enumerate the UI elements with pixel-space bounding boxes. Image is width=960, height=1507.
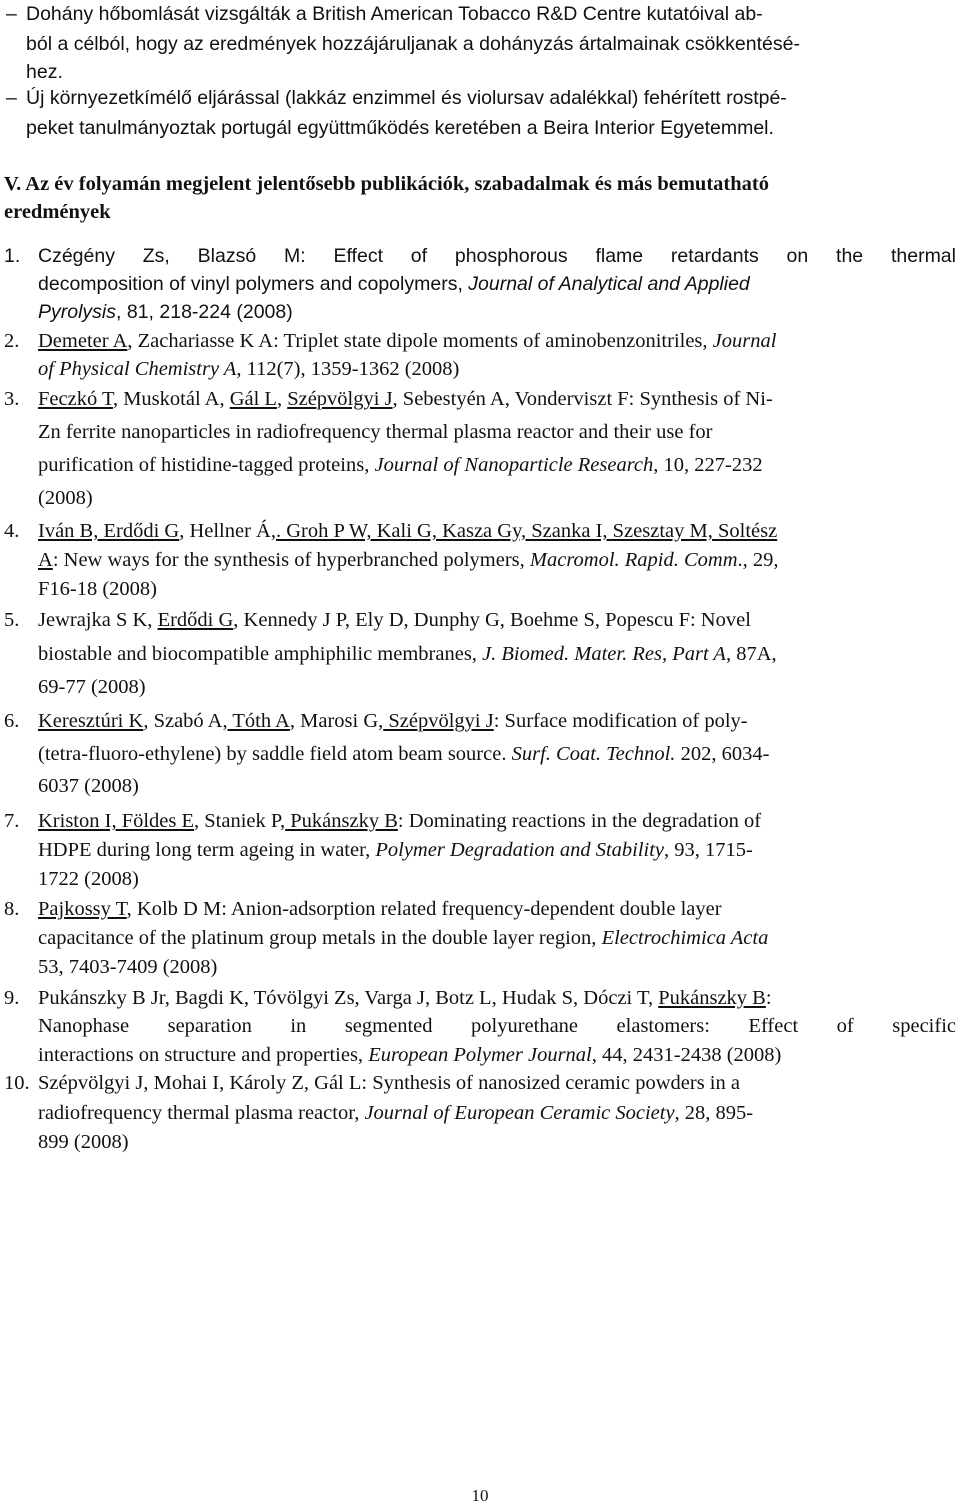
ref-text: , 112(7), 1359-1362 (2008) bbox=[236, 358, 460, 380]
ref-text: : New ways for the synthesis of hyperbranched polymers, bbox=[52, 549, 530, 571]
ref-text: , Marosi G, bbox=[289, 710, 384, 732]
reference-line bbox=[38, 740, 956, 768]
author-underlined: Erdődi G bbox=[157, 609, 234, 631]
reference-line bbox=[38, 327, 956, 355]
ref-text: Pukánszky B Jr, Bagdi K, Tóvölgyi Zs, Varga J, Botz L, Hudak S, Dóczi T, bbox=[38, 987, 659, 1009]
author-underlined: Kriston I, Földes E bbox=[38, 810, 195, 832]
ref-text: 202, 6034- bbox=[675, 743, 770, 765]
reference-line: Szépvölgyi J, Mohai I, Károly Z, Gál L: Synthesis of nanosized ceramic powders in a bbox=[38, 1072, 740, 1094]
bullet-line: Új környezetkímélő eljárással (lakkáz enzimmel és violursav adalékkal) fehérített rostpé- bbox=[26, 87, 787, 109]
ref-text: : Dominating reactions in the degradation of bbox=[397, 810, 762, 832]
journal-name: J. Biomed. Mater. Res, Part A bbox=[482, 643, 726, 665]
reference-line bbox=[38, 807, 956, 835]
bullet-line: peket tanulmányoztak portugál együttműködés keretében a Beira Interior Egyetemmel. bbox=[26, 117, 774, 139]
ref-text: , Szabó A, bbox=[143, 710, 228, 732]
ref-text: interactions on structure and properties, bbox=[38, 1044, 369, 1066]
page-number: 10 bbox=[471, 1486, 489, 1505]
reference-line: 69-77 (2008) bbox=[38, 676, 146, 698]
reference-number: 6. bbox=[4, 710, 20, 732]
journal-name: Polymer Degradation and Stability bbox=[375, 839, 665, 861]
ref-text: , 28, 895- bbox=[674, 1102, 754, 1124]
reference-line bbox=[38, 546, 956, 574]
ref-text: , Kolb D M: Anion-adsorption related frequency-dependent double layer bbox=[126, 898, 722, 920]
reference-line: Zn ferrite nanoparticles in radiofrequency thermal plasma reactor and their use for bbox=[38, 421, 713, 443]
ref-text: : bbox=[765, 987, 772, 1009]
author-underlined: . Groh P W, Kali G, Kasza Gy, Szanka I, Szesztay M, Soltész bbox=[275, 520, 778, 542]
ref-text: ., 29, bbox=[737, 549, 779, 571]
reference-number: 7. bbox=[4, 810, 20, 832]
ref-text: biostable and biocompatible amphiphilic membranes, bbox=[38, 643, 483, 665]
reference-line bbox=[38, 385, 956, 413]
author-underlined: Feczkó T bbox=[38, 388, 113, 410]
reference-number: 10. bbox=[4, 1072, 30, 1094]
ref-text: , 44, 2431-2438 (2008) bbox=[591, 1044, 782, 1066]
section-heading: V. Az év folyamán megjelent jelentősebb publikációk, szabadalmak és más bemutatható bbox=[4, 173, 769, 195]
section-heading-cont: eredmények bbox=[4, 201, 111, 223]
bullet-line: ból a célból, hogy az eredmények hozzájáruljanak a dohányzás ártalmainak csökkentésé- bbox=[26, 33, 800, 55]
ref-text: , 87A, bbox=[725, 643, 777, 665]
reference-line: 6037 (2008) bbox=[38, 775, 139, 797]
ref-text: Jewrajka S K, bbox=[38, 609, 158, 631]
bullet-dash: – bbox=[6, 87, 17, 109]
author-underlined: Tóth A bbox=[227, 710, 290, 732]
ref-text: , Hellner Á, bbox=[179, 520, 276, 542]
ref-text: capacitance of the platinum group metals in the double layer region, bbox=[38, 927, 602, 949]
reference-line: Nanophase separation in segmented polyurethane elastomers: Effect of specific bbox=[38, 1015, 956, 1037]
journal-name: Pyrolysis bbox=[38, 301, 117, 323]
reference-number: 9. bbox=[4, 987, 20, 1009]
reference-line bbox=[38, 606, 956, 634]
reference-line bbox=[38, 517, 956, 545]
reference-line bbox=[38, 1041, 956, 1069]
author-underlined: Pajkossy T bbox=[38, 898, 127, 920]
reference-line bbox=[38, 836, 956, 864]
ref-text: , Zachariasse K A: Triplet state dipole moments of aminobenzonitriles, bbox=[127, 330, 713, 352]
journal-name: Journal bbox=[712, 330, 777, 352]
reference-line bbox=[38, 270, 956, 298]
reference-line: 899 (2008) bbox=[38, 1131, 129, 1153]
ref-text: , 10, 227-232 bbox=[653, 454, 763, 476]
author-underlined: Iván B, Erdődi G bbox=[38, 520, 180, 542]
reference-line bbox=[38, 640, 956, 668]
journal-name: Macromol. Rapid. Comm bbox=[529, 549, 738, 571]
reference-line bbox=[38, 924, 956, 952]
reference-line: (2008) bbox=[38, 487, 93, 509]
ref-text: purification of histidine-tagged proteins, bbox=[38, 454, 375, 476]
ref-text: : Surface modification of poly- bbox=[493, 710, 748, 732]
reference-line bbox=[38, 707, 956, 735]
journal-name: Journal of Analytical and Applied bbox=[468, 273, 750, 295]
ref-text: , Staniek P, bbox=[194, 810, 286, 832]
author-underlined: Keresztúri K bbox=[38, 710, 144, 732]
ref-text: , 81, 218-224 (2008) bbox=[116, 301, 293, 323]
journal-name: Electrochimica Acta bbox=[601, 927, 769, 949]
reference-number: 5. bbox=[4, 609, 20, 631]
journal-name: European Polymer Journal bbox=[368, 1044, 592, 1066]
reference-line: 53, 7403-7409 (2008) bbox=[38, 956, 218, 978]
bullet-line: Dohány hőbomlását vizsgálták a British American Tobacco R&D Centre kutatóival ab- bbox=[26, 3, 763, 25]
reference-number: 8. bbox=[4, 898, 20, 920]
journal-name: of Physical Chemistry A bbox=[38, 358, 237, 380]
reference-line bbox=[38, 355, 956, 383]
reference-number: 3. bbox=[4, 388, 20, 410]
journal-name: Journal of European Ceramic Society bbox=[364, 1102, 675, 1124]
reference-line: Czégény Zs, Blazsó M: Effect of phosphorous flame retardants on the thermal bbox=[38, 245, 956, 267]
ref-text: , Kennedy J P, Ely D, Dunphy G, Boehme S, Popescu F: Novel bbox=[233, 609, 751, 631]
journal-name: Surf. Coat. Technol. bbox=[511, 743, 676, 765]
reference-line bbox=[38, 895, 956, 923]
reference-line bbox=[38, 298, 956, 326]
author-underlined: Gál L bbox=[229, 388, 277, 410]
ref-text: radiofrequency thermal plasma reactor, bbox=[38, 1102, 365, 1124]
ref-text: , Sebestyén A, Vonderviszt F: Synthesis of Ni- bbox=[392, 388, 773, 410]
ref-text: , Muskotál A, bbox=[112, 388, 230, 410]
reference-line bbox=[38, 451, 956, 479]
reference-line: F16-18 (2008) bbox=[38, 578, 158, 600]
reference-number: 1. bbox=[4, 245, 21, 267]
ref-text: , bbox=[276, 388, 288, 410]
author-underlined: Szépvölgyi J bbox=[383, 710, 494, 732]
author-underlined: A bbox=[38, 549, 53, 571]
ref-text: HDPE during long term ageing in water, bbox=[38, 839, 376, 861]
reference-number: 4. bbox=[4, 520, 20, 542]
author-underlined: Szépvölgyi J bbox=[287, 388, 393, 410]
bullet-dash: – bbox=[6, 3, 17, 25]
ref-text: , 93, 1715- bbox=[664, 839, 753, 861]
journal-name: Journal of Nanoparticle Research bbox=[374, 454, 654, 476]
ref-text: (tetra-fluoro-ethylene) by saddle field atom beam source. bbox=[38, 743, 512, 765]
reference-line bbox=[38, 1099, 956, 1127]
reference-number: 2. bbox=[4, 330, 20, 352]
author-underlined: Demeter A bbox=[38, 330, 128, 352]
bullet-line: hez. bbox=[26, 61, 63, 83]
reference-line: 1722 (2008) bbox=[38, 868, 139, 890]
author-underlined: Pukánszky B bbox=[285, 810, 398, 832]
reference-line bbox=[38, 984, 956, 1012]
author-underlined: Pukánszky B bbox=[658, 987, 766, 1009]
ref-text: decomposition of vinyl polymers and copolymers, bbox=[38, 273, 469, 295]
